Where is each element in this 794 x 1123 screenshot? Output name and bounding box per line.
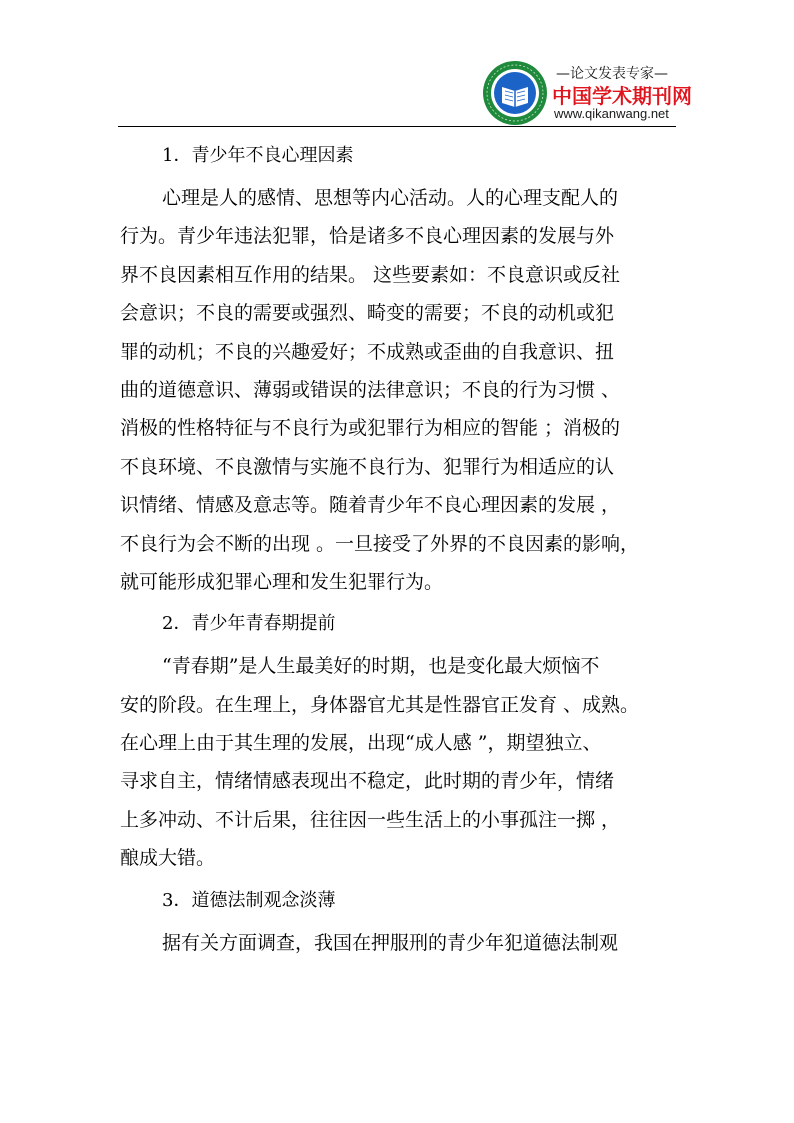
document-body (120, 133, 680, 962)
site-logo (482, 60, 692, 130)
section-heading-1: 1．青少年不良心理因素 (162, 145, 354, 166)
paragraph-line: 罪的动机；不良的兴趣爱好；不成熟或歪曲的自我意识、扭 (120, 340, 615, 363)
paragraph-line: 心理是人的感情、思想等内心活动。人的心理支配人的 (162, 187, 619, 209)
paragraph-line: 不良行为会不断的出现 。一旦接受了外界的不良因素的影响， (120, 532, 640, 555)
header-divider (118, 126, 676, 127)
logo-url[interactable]: www.qikanwang.net (554, 106, 669, 121)
logo-tagline: —论文发表专家— (556, 66, 668, 82)
section-heading-3: 3．道德法制观念淡薄 (162, 889, 336, 911)
section-heading-2: 2．青少年青春期提前 (162, 613, 336, 635)
paragraph-line: 据有关方面调查，我国在押服刑的青少年犯道德法制观 (162, 931, 619, 954)
seal-logo-icon (482, 60, 548, 126)
paragraph-line: 寻求自主，情绪情感表现出不稳定，此时期的青少年，情绪 (120, 770, 615, 793)
paragraph-line: 酿成大错。 (120, 847, 216, 870)
paragraph-line: 上多冲动、不计后果，往往因一些生活上的小事孤注一掷 ， (120, 808, 621, 831)
paragraph-line: 会意识；不良的需要或强烈、畸变的需要；不良的动机或犯 (120, 302, 615, 325)
paragraph-line: 就可能形成犯罪心理和发生犯罪行为。 (120, 570, 444, 593)
paragraph-line: 识情绪、情感及意志等。随着青少年不良心理因素的发展 ， (120, 494, 621, 517)
paragraph-line: 行为。青少年违法犯罪，恰是诸多不良心理因素的发展与外 (120, 225, 615, 248)
paragraph-line: 在心理上由于其生理的发展，出现“成人感 ”，期望独立、 (120, 732, 602, 755)
paragraph-line: 不良环境、不良激情与实施不良行为、犯罪行为相适应的认 (120, 455, 615, 478)
paragraph-line: 曲的道德意识、薄弱或错误的法律意识；不良的行为习惯 、 (120, 378, 621, 401)
paragraph-line: 界不良因素相互作用的结果。 这些要素如：不良意识或反社 (120, 263, 621, 286)
paragraph-line: 安的阶段。在生理上，身体器官尤其是性器官正发育 、成熟。 (120, 693, 640, 716)
paragraph-line: 消极的性格特征与不良行为或犯罪行为相应的智能 ；消极的 (120, 417, 621, 440)
logo-brand-name: 中国学术期刊网 (552, 84, 692, 108)
paragraph-line: “青春期”是人生最美好的时期，也是变化最大烦恼不 (162, 655, 600, 678)
